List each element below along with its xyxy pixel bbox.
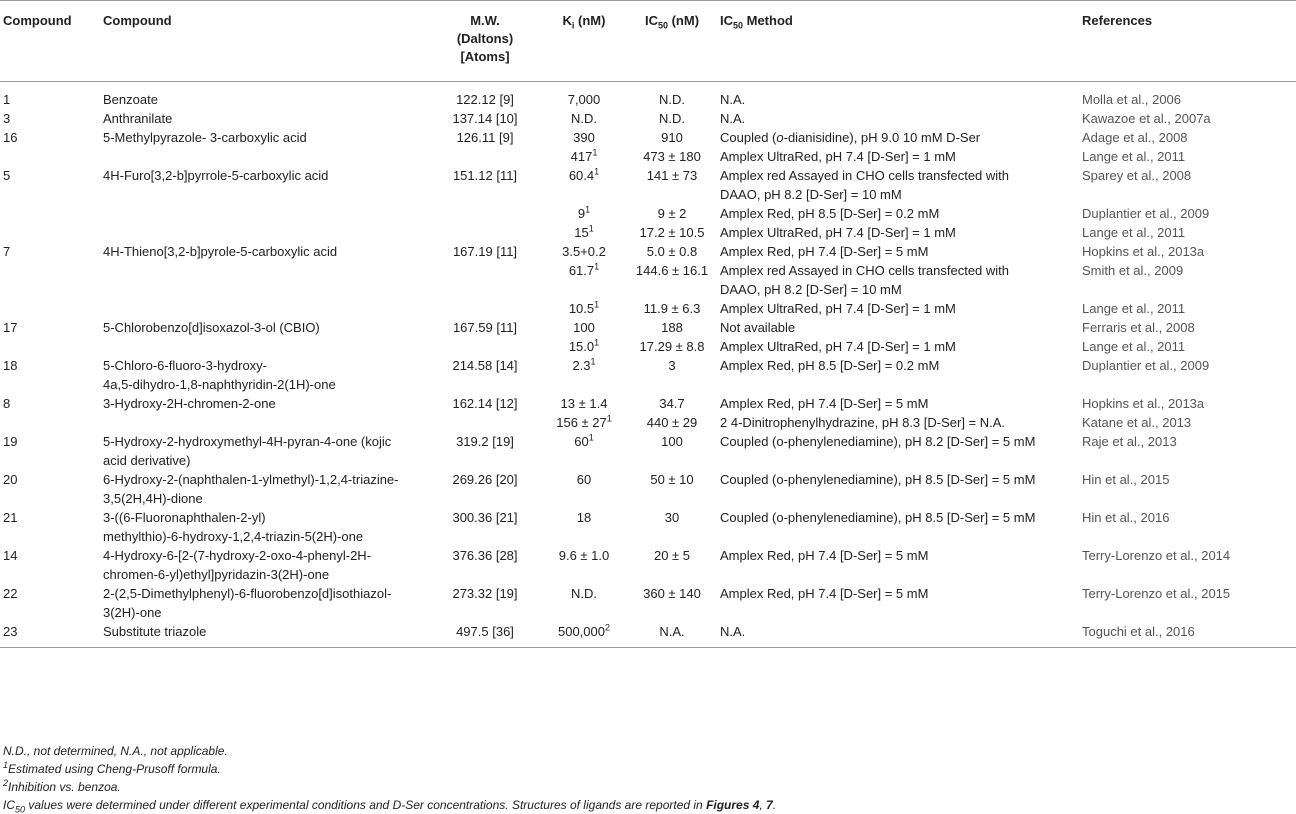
cell-reference: Hin et al., 2015 [1082, 472, 1170, 487]
table-row [0, 337, 1296, 356]
footnote-ic50: $IC_{50}$ values were determined under different experimental conditions and D-Ser concentrations. Structures of ligands are reported in Figures 4, 7. [3, 798, 777, 814]
cell-compound-number [0, 261, 103, 299]
cell-reference: Lange et al., 2011 [1082, 339, 1186, 354]
cell-ki: 390 [573, 130, 595, 145]
cell-ic50-method: Coupled (o-dianisidine), pH 9.0 10 mM D-Ser [720, 130, 981, 145]
table-row [0, 204, 1296, 223]
cell-mw [430, 413, 540, 432]
cell-ic50: 17.2 ± 10.5 [639, 225, 705, 240]
cell-mw: 126.11 [9] [456, 130, 514, 145]
cell-compound-name: 2-(2,5-Dimethylphenyl)-6-fluorobenzo[d]isothiazol- 3(2H)-one [103, 586, 392, 620]
cell-compound-number: 18 [3, 358, 18, 373]
cell-reference: Hopkins et al., 2013a [1082, 244, 1205, 259]
cell-ki: 7,000 [567, 92, 601, 107]
cell-mw: 300.36 [21] [452, 510, 518, 525]
cell-mw: 319.2 [19] [456, 434, 514, 449]
cell-compound-number: 22 [3, 586, 18, 601]
col-references: References [1082, 13, 1153, 28]
cell-compound-number: 8 [3, 396, 11, 411]
cell-mw: 151.12 [11] [452, 168, 518, 183]
table-row [0, 508, 1296, 546]
cell-ic50: 360 ± 140 [643, 586, 701, 601]
cell-ki: $417^1$ [570, 147, 598, 164]
table-row [0, 470, 1296, 508]
cell-ki: 9.6 ± 1.0 [558, 548, 610, 563]
table-row [0, 109, 1296, 128]
cell-reference: Lange et al., 2011 [1082, 225, 1186, 240]
cell-mw: 167.59 [11] [452, 320, 518, 335]
cell-compound-number: 21 [3, 510, 18, 525]
cell-compound-number [0, 337, 103, 356]
cell-compound-number [0, 147, 103, 166]
cell-mw: 214.58 [14] [452, 358, 518, 373]
cell-ic50-method: Amplex Red, pH 7.4 [D-Ser] = 5 mM [720, 396, 929, 411]
cell-ic50-method: Coupled (o-phenylenediamine), pH 8.2 [D-Ser] = 5 mM [720, 434, 1036, 449]
table-row [0, 82, 1296, 110]
cell-ki: 13 ± 1.4 [560, 396, 608, 411]
cell-compound-number: 20 [3, 472, 18, 487]
cell-mw: 137.14 [10] [452, 111, 518, 126]
cell-compound-name: 3-((6-Fluoronaphthalen-2-yl) methylthio)-6-hydroxy-1,2,4-triazin-5(2H)-one [103, 510, 364, 544]
cell-reference: Toguchi et al., 2016 [1082, 624, 1195, 639]
cell-compound-name [103, 413, 430, 432]
table-row [0, 432, 1296, 470]
footnote-abbrev: N.D., not determined, N.A., not applicable. [3, 744, 228, 758]
cell-ic50-method: Amplex red Assayed in CHO cells transfected with DAAO, pH 8.2 [D-Ser] = 10 mM [720, 263, 1010, 297]
cell-mw: 162.14 [12] [452, 396, 518, 411]
cell-compound-name: 4H-Thieno[3,2-b]pyrole-5-carboxylic acid [103, 244, 338, 259]
cell-reference: Ferraris et al., 2008 [1082, 320, 1195, 335]
cell-compound-number: 17 [3, 320, 18, 335]
cell-mw: 273.32 [19] [452, 586, 518, 601]
cell-mw [430, 223, 540, 242]
table-row [0, 318, 1296, 337]
cell-reference: Terry-Lorenzo et al., 2015 [1082, 586, 1231, 601]
cell-compound-name: 5-Chloro-6-fluoro-3-hydroxy- 4a,5-dihydro-1,8-naphthyridin-2(1H)-one [103, 358, 336, 392]
cell-compound-number: 19 [3, 434, 18, 449]
cell-ki: $9^1$ [577, 204, 591, 221]
cell-ic50: 440 ± 29 [646, 415, 698, 430]
cell-mw: 269.26 [20] [452, 472, 518, 487]
cell-ic50: 473 ± 180 [643, 149, 701, 164]
cell-reference: Adage et al., 2008 [1082, 130, 1188, 145]
cell-ic50: 9 ± 2 [657, 206, 687, 221]
table-row [0, 299, 1296, 318]
cell-ki: 3.5+0.2 [562, 244, 606, 259]
cell-ic50: 34.7 [659, 396, 685, 411]
table-row [0, 622, 1296, 648]
cell-compound-number [0, 223, 103, 242]
cell-ic50-method: N.A. [720, 111, 746, 126]
cell-mw [430, 299, 540, 318]
cell-reference: Terry-Lorenzo et al., 2014 [1082, 548, 1231, 563]
col-compound: Compound [103, 13, 172, 28]
table-row [0, 166, 1296, 204]
cell-compound-number: 1 [3, 92, 11, 107]
cell-ic50-method: Amplex UltraRed, pH 7.4 [D-Ser] = 1 mM [720, 225, 956, 240]
cell-ic50-method: Amplex red Assayed in CHO cells transfected with DAAO, pH 8.2 [D-Ser] = 10 mM [720, 168, 1010, 202]
cell-ic50: 910 [661, 130, 683, 145]
footnote-1: $^1$Estimated using Cheng-Prusoff formula. [3, 760, 221, 776]
cell-compound-number [0, 413, 103, 432]
cell-compound-name: 5-Hydroxy-2-hydroxymethyl-4H-pyran-4-one (kojic acid derivative) [103, 434, 392, 468]
mw-line-3: [Atoms] [460, 49, 510, 64]
cell-compound-name [103, 261, 430, 299]
cell-compound-name [103, 147, 430, 166]
cell-ic50: 30 [664, 510, 680, 525]
cell-ic50: 17.29 ± 8.8 [639, 339, 705, 354]
table-body [0, 82, 1296, 648]
cell-reference: Duplantier et al., 2009 [1082, 206, 1210, 221]
footnote-2: $^2$Inhibition vs. benzoa. [3, 778, 121, 794]
cell-ki: N.D. [571, 586, 597, 601]
cell-reference: Duplantier et al., 2009 [1082, 358, 1210, 373]
cell-ki: 61.7$^1$ [568, 261, 600, 278]
cell-compound-name [103, 299, 430, 318]
cell-reference: Sparey et al., 2008 [1082, 168, 1192, 183]
cell-ic50: 188 [661, 320, 683, 335]
cell-compound-name: 6-Hydroxy-2-(naphthalen-1-ylmethyl)-1,2,4-triazine- 3,5(2H,4H)-dione [103, 472, 399, 506]
cell-reference: Raje et al., 2013 [1082, 434, 1177, 449]
cell-ic50-method: Amplex Red, pH 7.4 [D-Ser] = 5 mM [720, 244, 929, 259]
cell-mw [430, 261, 540, 299]
cell-ic50-method: N.A. [720, 92, 746, 107]
cell-mw: 497.5 [36] [456, 624, 514, 639]
cell-compound-name: Substitute triazole [103, 624, 207, 639]
cell-ic50-method: N.A. [720, 624, 746, 639]
cell-ki: 18 [576, 510, 592, 525]
cell-compound-number: 5 [3, 168, 11, 183]
cell-compound-number [0, 299, 103, 318]
cell-ic50: 5.0 ± 0.8 [646, 244, 698, 259]
cell-ic50-method: Coupled (o-phenylenediamine), pH 8.5 [D-Ser] = 5 mM [720, 472, 1036, 487]
cell-compound-name: 5-Methylpyrazole- 3-carboxylic acid [103, 130, 307, 145]
cell-ki: $60^1$ [574, 432, 594, 449]
cell-mw: 376.36 [28] [452, 548, 518, 563]
cell-ic50: N.D. [659, 92, 685, 107]
cell-compound-name [103, 337, 430, 356]
cell-ki: 500,000$^2$ [557, 622, 610, 639]
cell-compound-number: 16 [3, 130, 18, 145]
mw-line-2: (Daltons) [456, 31, 514, 46]
table-row [0, 223, 1296, 242]
cell-mw: 122.12 [9] [456, 92, 514, 107]
cell-ki: 15.0$^1$ [568, 337, 600, 354]
cell-compound-name: Anthranilate [103, 111, 173, 126]
cell-ic50: N.A. [659, 624, 685, 639]
cell-ki: N.D. [571, 111, 597, 126]
header-row [0, 1, 1296, 82]
table-row [0, 584, 1296, 622]
cell-ic50-method: 2 4-Dinitrophenylhydrazine, pH 8.3 [D-Ser] = N.A. [720, 415, 1006, 430]
col-mw [430, 1, 540, 82]
cell-ic50-method: Amplex UltraRed, pH 7.4 [D-Ser] = 1 mM [720, 301, 956, 316]
cell-ki: $2.3^1$ [572, 356, 596, 373]
table-footnotes [3, 742, 1293, 814]
cell-mw [430, 204, 540, 223]
cell-ic50-method: Amplex Red, pH 7.4 [D-Ser] = 5 mM [720, 586, 929, 601]
cell-compound-name: 3-Hydroxy-2H-chromen-2-one [103, 396, 276, 411]
cell-compound-name [103, 204, 430, 223]
cell-reference: Hopkins et al., 2013a [1082, 396, 1205, 411]
cell-ic50: 20 ± 5 [653, 548, 691, 563]
cell-compound-name: 5-Chlorobenzo[d]isoxazol-3-ol (CBIO) [103, 320, 320, 335]
mw-line-1: M.W. [470, 13, 500, 28]
cell-ki: 60 [576, 472, 592, 487]
cell-ic50: 50 ± 10 [650, 472, 694, 487]
cell-mw [430, 337, 540, 356]
table-row [0, 242, 1296, 261]
cell-ic50-method: Amplex Red, pH 8.5 [D-Ser] = 0.2 mM [720, 358, 940, 373]
cell-compound-number [0, 204, 103, 223]
cell-mw [430, 147, 540, 166]
cell-compound-number: 3 [3, 111, 11, 126]
table-row [0, 356, 1296, 394]
col-ki: $K_i$ (nM) [562, 13, 606, 31]
cell-ki: 10.5$^1$ [568, 299, 600, 316]
cell-ic50: 141 ± 73 [646, 168, 698, 183]
col-compound-number: Compound [3, 13, 72, 28]
table-row [0, 546, 1296, 584]
table-row [0, 147, 1296, 166]
cell-ic50-method: Amplex UltraRed, pH 7.4 [D-Ser] = 1 mM [720, 149, 956, 164]
cell-ic50: 3 [668, 358, 676, 373]
cell-reference: Molla et al., 2006 [1082, 92, 1182, 107]
col-ic50-method: $IC_{50}$ Method [720, 13, 793, 31]
cell-reference: Kawazoe et al., 2007a [1082, 111, 1211, 126]
cell-compound-name: Benzoate [103, 92, 158, 107]
cell-ki: $156 \pm 27^1$ [556, 413, 612, 430]
cell-reference: Smith et al., 2009 [1082, 263, 1184, 278]
table-row [0, 394, 1296, 413]
cell-compound-name: 4H-Furo[3,2-b]pyrrole-5-carboxylic acid [103, 168, 329, 183]
cell-compound-name [103, 223, 430, 242]
cell-reference: Lange et al., 2011 [1082, 149, 1186, 164]
table-row [0, 128, 1296, 147]
cell-ic50-method: Amplex Red, pH 7.4 [D-Ser] = 5 mM [720, 548, 929, 563]
cell-ic50-method: Coupled (o-phenylenediamine), pH 8.5 [D-Ser] = 5 mM [720, 510, 1036, 525]
cell-ki: $15^1$ [574, 223, 594, 240]
cell-reference: Katane et al., 2013 [1082, 415, 1192, 430]
col-ic50: $IC_{50}$ (nM) [644, 13, 700, 31]
cell-ic50-method: Amplex Red, pH 8.5 [D-Ser] = 0.2 mM [720, 206, 940, 221]
table-row [0, 413, 1296, 432]
cell-reference: Lange et al., 2011 [1082, 301, 1186, 316]
cell-ic50-method: Not available [720, 320, 796, 335]
cell-ic50: N.D. [659, 111, 685, 126]
cell-mw: 167.19 [11] [452, 244, 518, 259]
table-row [0, 261, 1296, 299]
cell-ic50: 100 [661, 434, 683, 449]
cell-compound-number: 23 [3, 624, 18, 639]
cell-ic50: 144.6 ± 16.1 [635, 263, 709, 278]
cell-compound-number: 7 [3, 244, 11, 259]
cell-ic50-method: Amplex UltraRed, pH 7.4 [D-Ser] = 1 mM [720, 339, 956, 354]
cell-compound-name: 4-Hydroxy-6-[2-(7-hydroxy-2-oxo-4-phenyl-2H- chromen-6-yl)ethyl]pyridazin-3(2H)-one [103, 548, 372, 582]
cell-ki: 60.4$^1$ [568, 166, 600, 183]
cell-reference: Hin et al., 2016 [1082, 510, 1170, 525]
cell-compound-number: 14 [3, 548, 18, 563]
cell-ki: 100 [573, 320, 595, 335]
cell-ic50: 11.9 ± 6.3 [643, 301, 701, 316]
